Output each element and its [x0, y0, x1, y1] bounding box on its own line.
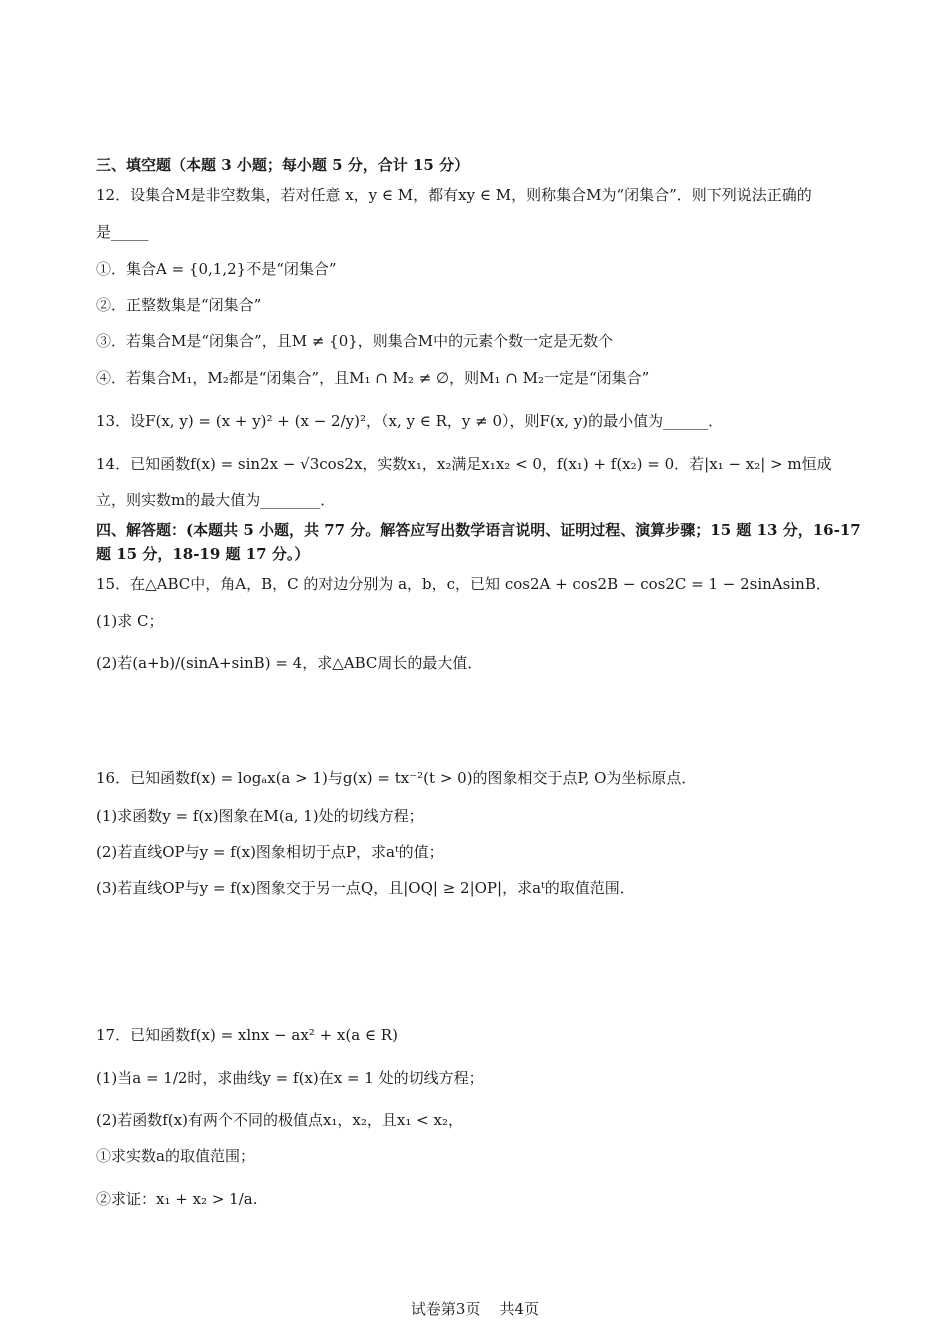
q17-stem: 17．已知函数f(x) = xlnx − ax² + x(a ∈ R)	[96, 1026, 398, 1044]
q16-stem: 16．已知函数f(x) = logₐx(a > 1)与g(x) = tx⁻²(t > 0)的图象相交于点P, O为坐标原点．	[96, 769, 697, 787]
q16-part-1: (1)求函数y = f(x)图象在M(a, 1)处的切线方程；	[96, 807, 424, 825]
q15-part-2: (2)若(a+b)/(sinA+sinB) = 4，求△ABC周长的最大值．	[96, 654, 483, 672]
q17-part-2-sub-2: ②求证：x₁ + x₂ > 1/a.	[96, 1190, 258, 1208]
q13: 13．设F(x, y) = (x + y)² + (x − 2/y)²，（x, y ∈ R，y ≠ 0），则F(x, y)的最小值为______．	[96, 412, 724, 430]
q15-part-1: (1)求 C；	[96, 612, 164, 630]
q17-part-2: (2)若函数f(x)有两个不同的极值点x₁，x₂，且x₁ < x₂，	[96, 1111, 463, 1129]
q16-part-3: (3)若直线OP与y = f(x)图象交于另一点Q，且|OQ| ≥ 2|OP|，求aᵗ的取值范围．	[96, 879, 635, 897]
section-4-title-line-1: 四、解答题：(本题共 5 小题，共 77 分。解答应写出数学语言说明、证明过程、演算步骤；15 题 13 分，16-17	[96, 521, 861, 539]
q14-line-2: 立，则实数m的最大值为________．	[96, 491, 336, 509]
q12-option-4: ④．若集合M₁，M₂都是“闭集合”，且M₁ ∩ M₂ ≠ ∅，则M₁ ∩ M₂一定是“闭集合”	[96, 369, 650, 387]
q12-option-1: ①．集合A = {0,1,2}不是“闭集合”	[96, 260, 337, 278]
q16-part-2: (2)若直线OP与y = f(x)图象相切于点P，求aᵗ的值；	[96, 843, 444, 861]
q12-line-1: 12．设集合M是非空数集，若对任意 x，y ∈ M，都有xy ∈ M，则称集合M为“闭集合”．则下列说法正确的	[96, 186, 812, 204]
q12-option-3: ③．若集合M是“闭集合”，且M ≠ {0}，则集合M中的元素个数一定是无数个	[96, 332, 614, 350]
q12-option-2: ②．正整数集是“闭集合”	[96, 296, 262, 314]
page-footer: 试卷第3页 共4页	[410, 1300, 540, 1318]
section-4-title-line-2: 题 15 分，18-19 题 17 分。）	[96, 545, 310, 563]
q17-part-2-sub-1: ①求实数a的取值范围；	[96, 1147, 255, 1165]
q12-line-2: 是_____	[96, 223, 149, 241]
q17-part-1: (1)当a = 1/2时，求曲线y = f(x)在x = 1 处的切线方程；	[96, 1069, 484, 1087]
section-3-title: 三、填空题（本题 3 小题；每小题 5 分，合计 15 分）	[96, 156, 470, 174]
q14-line-1: 14．已知函数f(x) = sin2x − √3cos2x，实数x₁，x₂满足x₁x₂ < 0，f(x₁) + f(x₂) = 0．若|x₁ − x₂| > m恒成	[96, 455, 832, 473]
q15-stem: 15．在△ABC中，角A，B，C 的对边分别为 a，b，c，已知 cos2A + cos2B − cos2C = 1 − 2sinAsinB．	[96, 575, 831, 593]
